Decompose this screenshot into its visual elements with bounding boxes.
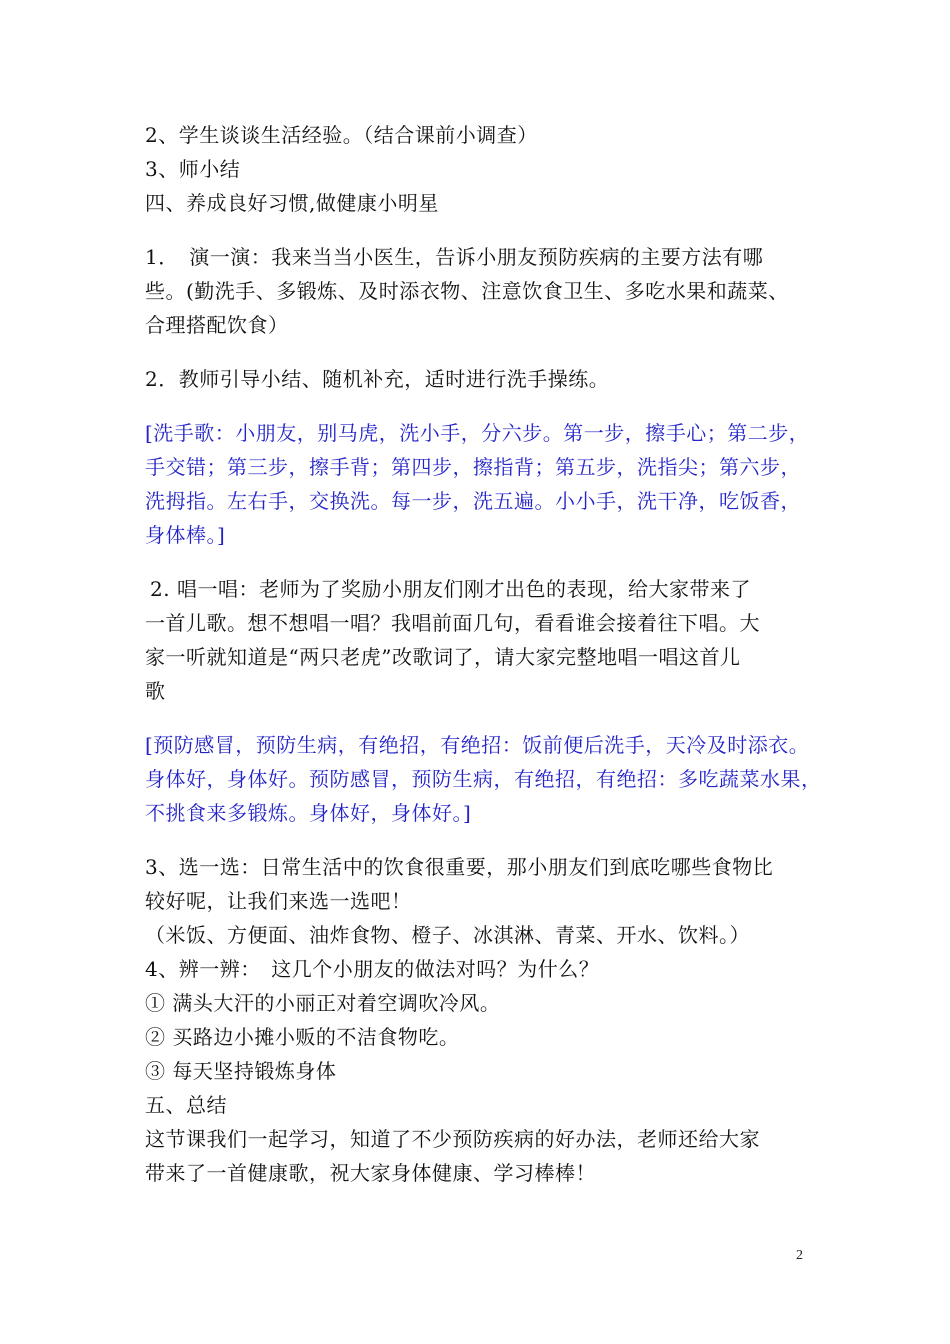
text-line: 1． 演一演：我来当当小医生，告诉小朋友预防疾病的主要方法有哪 [145,245,764,269]
text-line: 4、辨一辨： 这几个小朋友的做法对吗？为什么？ [145,957,600,981]
text-line: 歌 [145,679,166,703]
health-song [145,728,835,830]
text-line: 2. 唱一唱：老师为了奖励小朋友们刚才出色的表现，给大家带来了 [150,577,751,601]
section-heading: 四、养成良好习惯,做健康小明星 [145,191,439,215]
paragraph-choose-and-summary [145,850,835,1190]
section-heading: 五、总结 [145,1093,227,1117]
list-item: ③ 每天坚持锻炼身体 [145,1059,337,1083]
text-line: 家一听就知道是“两只老虎”改歌词了，请大家完整地唱一唱这首儿 [145,645,741,669]
song-line: 身体棒。] [145,523,226,547]
song-line: 洗拇指。左右手，交换洗。每一步，洗五遍。小小手，洗干净，吃饭香， [145,489,801,513]
song-line: 不挑食来多锻炼。身体好，身体好。] [145,801,472,825]
list-item: ② 买路边小摊小贩的不洁食物吃。 [145,1025,460,1049]
page-content [145,118,835,1190]
song-line: [洗手歌：小朋友，别马虎，洗小手，分六步。第一步，擦手心；第二步， [145,421,810,445]
paragraph-gap [145,830,835,850]
list-item: ① 满头大汗的小丽正对着空调吹冷风。 [145,991,501,1015]
text-line: 这节课我们一起学习，知道了不少预防疾病的好办法，老师还给大家 [145,1127,760,1151]
song-line: 手交错；第三步，擦手背；第四步，擦指背；第五步，洗指尖；第六步， [145,455,801,479]
text-line: 一首儿歌。想不想唱一唱？我唱前面几句，看看谁会接着往下唱。大 [145,611,760,635]
paragraph-sing [145,572,835,708]
paragraph-gap [145,396,835,416]
text-line: 较好呢，让我们来选一选吧！ [145,889,412,913]
text-line: 2．教师引导小结、随机补充，适时进行洗手操练。 [145,367,610,391]
text-line: 合理搭配饮食） [145,313,289,337]
handwashing-song [145,416,835,552]
paragraph-act-out [145,240,835,342]
song-line: [预防感冒，预防生病，有绝招，有绝招：饭前便后洗手，天冷及时添衣。 [145,733,810,757]
paragraph-gap [145,342,835,362]
page-number: 2 [796,1248,803,1263]
text-line: 些。(勤洗手、多锻炼、及时添衣物、注意饮食卫生、多吃水果和蔬菜、 [145,279,789,303]
paragraph-gap [145,220,835,240]
text-line: 带来了一首健康歌，祝大家身体健康、学习棒棒！ [145,1161,596,1185]
song-line: 身体好，身体好。预防感冒，预防生病，有绝招，有绝招：多吃蔬菜水果， [145,767,822,791]
paragraph-gap [145,708,835,728]
text-line: 3、选一选：日常生活中的饮食很重要，那小朋友们到底吃哪些食物比 [145,855,774,879]
text-line: 2、学生谈谈生活经验。（结合课前小调查） [145,123,538,147]
text-line: （米饭、方便面、油炸食物、橙子、冰淇淋、青菜、开水、饮料。） [145,923,750,947]
text-line: 3、师小结 [145,157,241,181]
paragraph-gap [145,552,835,572]
